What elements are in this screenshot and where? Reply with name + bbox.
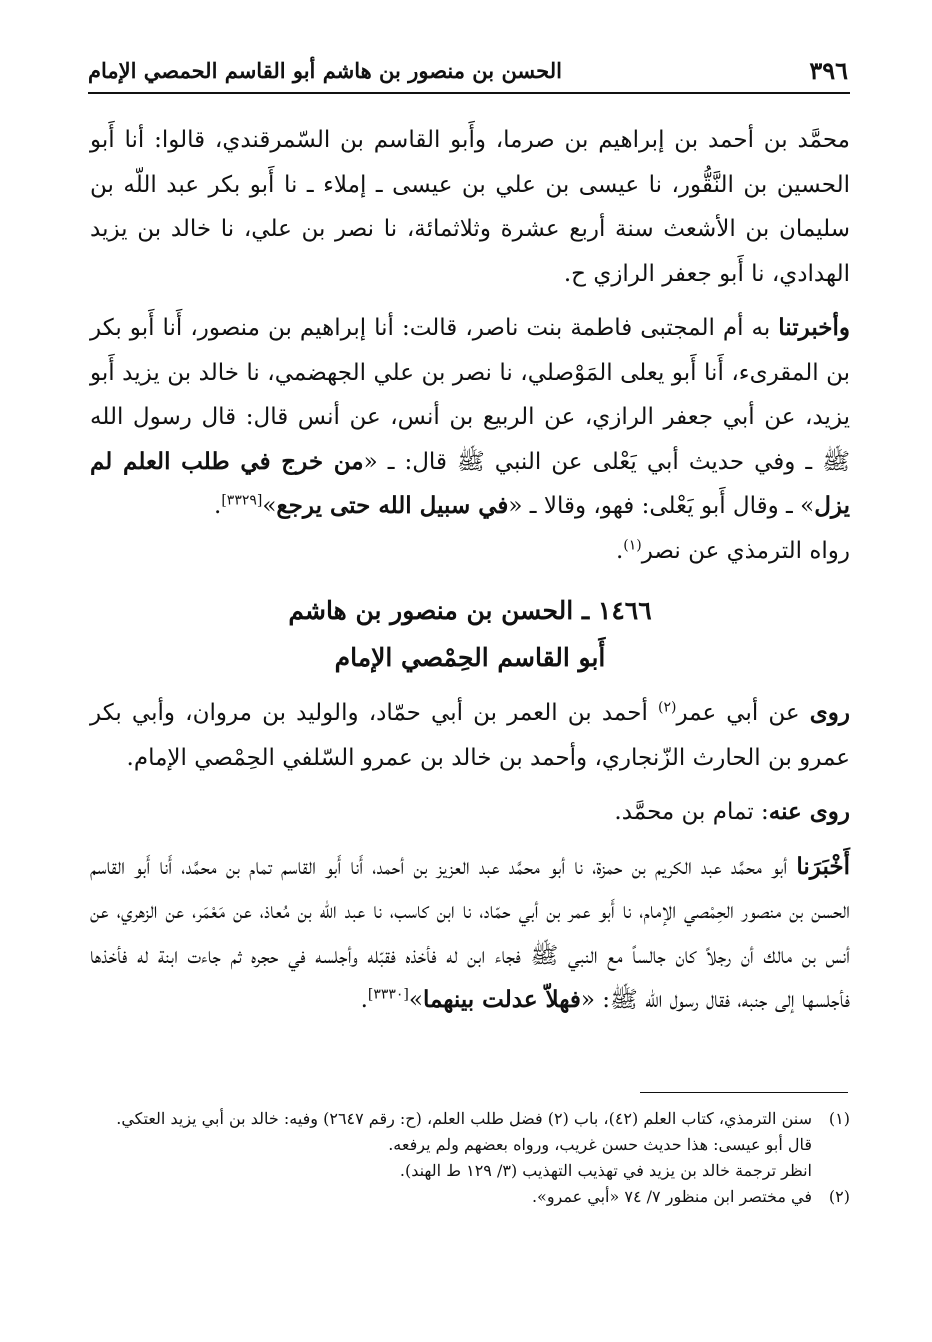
footnote-text: في مختصر ابن منظور ٧/ ٧٤ «أبي عمرو». <box>531 1187 812 1206</box>
running-title: الحسن بن منصور بن هاشم أبو القاسم الحمصي الإمام <box>88 58 562 83</box>
paragraph-text: به أم المجتبى فاطمة بنت ناصر، قالت: أنا إبراهيم بن منصور، أَنا أَبو بكر بن المقرىء، أَنا أَبو يعلى المَوْصلي، نا نصر بن علي الجهضمي، نا خالد بن يزيد أَبو يزيد، عن أبي جعفر الرازي، عن الربيع بن أنس، عن أنس قال: قال رسول الله ﷺ ـ وفي حديث أبي يَعْلى عن النبي ﷺ قال: ـ « <box>90 315 850 475</box>
paragraph-4 <box>90 691 850 780</box>
footnote-2 <box>90 1184 850 1210</box>
paragraph-lead-word: روى <box>809 699 850 726</box>
footnote-number: (١) <box>828 1109 850 1128</box>
hadith-number: [٣٣٣٠] <box>367 986 409 1003</box>
footnote-text: سنن الترمذي، كتاب العلم (٤٢)، باب (٢) فضل طلب العلم، (ح: رقم ٢٦٤٧) وفيه: خالد بن أبي يزيد العتكي. <box>116 1109 812 1128</box>
footnote-number: (٢) <box>828 1187 850 1206</box>
paragraph-text: : تمام بن محمَّد. <box>614 799 769 825</box>
paragraph-6 <box>90 845 850 1023</box>
main-text <box>90 118 850 1023</box>
paragraph-lead-word: أَخْبَرَنا <box>796 852 850 880</box>
paragraph-text: » <box>408 987 423 1013</box>
hadith-quote: فهلاّ عدلت بينهما <box>422 986 581 1013</box>
paragraph-1: محمَّد بن أحمد بن إبراهيم بن صرما، وأَبو القاسم بن السّمرقندي، قالوا: أنا أَبو الحسين بن النَّقُّور، نا عيسى بن علي بن عيسى ـ إملاء ـ نا أَبو بكر عبد اللّه بن سليمان بن الأشعث سنة أربع عشرة وثلاثمائة، نا نصر بن علي، نا خالد بن يزيد الهدادي، نا أَبو جعفر الرازي ح. <box>90 127 850 287</box>
footnote-1-line-2: قال أبو عيسى: هذا حديث حسن غريب، ورواه بعضهم ولم يرفعه. <box>388 1135 812 1154</box>
paragraph-text: » <box>262 493 277 519</box>
hadith-quote: في سبيل الله حتى يرجع <box>276 492 509 519</box>
header-rule <box>88 92 850 94</box>
paragraph-lead-word: روى عنه <box>768 798 850 825</box>
paragraph-lead-word: وأخبرتنا <box>778 314 850 341</box>
entry-heading-line-1: ١٤٦٦ ـ الحسن بن منصور بن هاشم <box>288 596 652 625</box>
hadith-quote: من خرج في طلب العلم لم يزل <box>90 447 850 519</box>
paragraph-text: . <box>360 987 368 1013</box>
footnote-ref: (٢) <box>657 699 677 716</box>
footnote-rule <box>640 1092 848 1093</box>
footnote-1 <box>90 1106 850 1132</box>
hadith-number: [٣٣٢٩] <box>221 492 263 509</box>
paragraph-text: عن أبي عمر <box>676 700 810 726</box>
footnote-ref: (١) <box>623 536 642 553</box>
footnotes <box>90 1106 850 1210</box>
entry-heading-line-2: أَبو القاسم الحِمْصي الإمام <box>334 643 606 672</box>
page-header <box>88 56 848 88</box>
paragraph-2 <box>90 306 850 529</box>
paragraph-text: أحمد بن العمر بن أبي حمّاد، والوليد بن مروان، وأبي بكر عمرو بن الحارث الزّنجاري، وأحمد بن خالد بن عمرو السّلفي الحِمْصي الإمام. <box>90 700 850 771</box>
page-number: ٣٩٦ <box>809 56 848 85</box>
paragraph-text: أبو محمَّد عبد الكريم بن حمزة، نا أبو محمَّد عبد العزيز بن أحمد، أَنا أَبو القاسم تمام بن محمَّد، أَنا أَبو القاسم الحسن بن منصور الحِمْصي الإمام، نا أَبو عمر بن أبي حمّاد، نا ابن كاسب، نا عبد اللّه بن مُعاذ، عن مَعْمَر، عن الزهري، عن أنس بن مالك أن رجلاً كان جالساً مع النبي ﷺ فجاء ابن له فأخذه فقبّله وأجلسه في حجره ثم جاءت ابنة له فأخذها فأجلسها إلى جنبه، فقال رسول الله ﷺ: « <box>90 853 850 1013</box>
paragraph-text: . <box>615 537 624 564</box>
footnote-1-line-3: انظر ترجمة خالد بن يزيد في تهذيب التهذيب (٣/ ١٢٩ ط الهند). <box>399 1161 812 1180</box>
paragraph-3 <box>90 529 850 574</box>
paragraph-text: » ـ وقال أَبو يَعْلى: فهو، وقالا ـ « <box>508 493 815 519</box>
paragraph-text: . <box>214 493 222 519</box>
paragraph-5 <box>90 790 850 835</box>
paragraph-text: رواه الترمذي عن نصر <box>641 537 850 564</box>
